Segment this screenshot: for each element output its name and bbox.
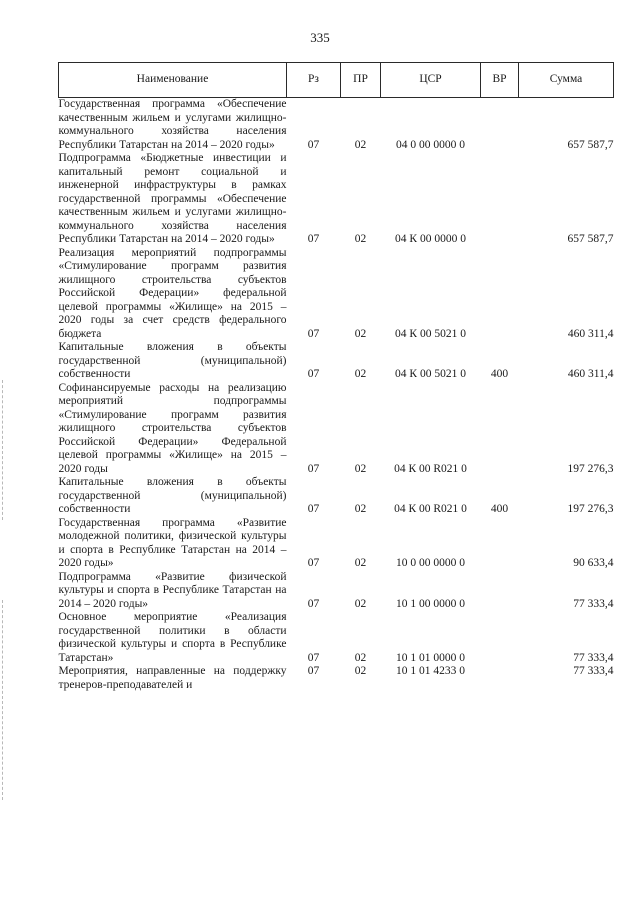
row-csr: 10 1 01 0000 0 [396,651,465,664]
row-csr: 04 К 00 5021 0 [395,368,466,380]
row-sum: 657 587,7 [567,138,614,151]
row-pr: 02 [354,651,367,664]
table-row [59,476,614,517]
row-rz: 07 [307,557,320,569]
row-sum: 77 333,4 [573,665,614,677]
scan-margin-line [2,600,3,800]
row-csr: 04 К 00 0000 0 [395,233,466,245]
table-header [59,63,614,98]
table-row [59,98,614,153]
row-vr [481,665,519,692]
row-vr [481,247,519,342]
row-vr: 400 [490,503,509,515]
row-sum: 460 311,4 [567,327,614,340]
row-name: Основное мероприятие «Реализация государственной политики в области физической культуры и спорта в Республике Татарстан» [58,611,287,664]
row-name: Капитальные вложения в объекты государственной (муниципальной) собственности [58,341,287,380]
row-name: Государственная программа «Обеспечение качественным жильем и услугами жилищно-коммунального хозяйства населения Республики Татарстан на 2014 – 2020 годы» [58,98,287,151]
table-row [59,611,614,665]
row-name: Реализация мероприятий подпрограммы «Стимулирование программ развития жилищного строительства субъектов Российской Федерации» федеральной целевой программы «Жилище» на 2015 – 2020 годы за счет средств федерального бюджета [58,246,287,340]
row-vr [481,152,519,247]
row-rz: 07 [307,597,320,610]
column-header-rz: Рз [287,63,341,98]
row-sum: 460 311,4 [567,368,614,380]
table-row [59,517,614,571]
row-vr [481,611,519,665]
column-header-pr: ПР [341,63,381,98]
row-rz: 07 [307,651,320,664]
table-row [59,665,614,692]
row-sum: 657 587,7 [567,233,614,245]
row-pr: 02 [354,233,367,245]
row-csr: 10 0 00 0000 0 [396,557,465,569]
row-pr: 02 [354,665,367,677]
row-csr: 04 0 00 0000 0 [396,138,465,151]
column-header-csr: ЦСР [381,63,481,98]
row-rz: 07 [307,138,320,151]
row-pr: 02 [354,597,367,610]
row-vr [481,98,519,153]
row-pr: 02 [354,327,367,340]
row-pr: 02 [354,138,367,151]
scan-margin-line [2,380,3,520]
row-name: Софинансируемые расходы на реализацию мероприятий подпрограммы «Стимулирование программ развития жилищного строительства субъектов Российской Федерации» Федеральной целевой программы «Жилище» на 2015 – 2020 годы [58,381,287,475]
table-body [59,98,614,693]
table-row [59,341,614,382]
row-sum: 77 333,4 [573,597,614,610]
row-sum: 77 333,4 [573,651,614,664]
column-header-vr: ВР [481,63,519,98]
page-number: 335 [310,30,330,45]
table-row [59,571,614,612]
row-name: Подпрограмма «Бюджетные инвестиции и капитальный ремонт социальной и инженерной инфраструктуры в рамках государственной программы «Обеспечение качественным жильем и услугами жилищно-коммунального хозяйства населения Республики Татарстан на 2014 – 2020 годы» [58,152,287,245]
table-row [59,382,614,477]
row-name: Подпрограмма «Развитие физической культуры и спорта в Республике Татарстан на 2014 – 2020 годы» [58,570,287,610]
row-csr: 04 К 00 R021 0 [394,503,467,515]
row-csr: 04 К 00 R021 0 [394,462,467,475]
budget-table [58,62,614,692]
row-name: Государственная программа «Развитие молодежной политики, физической культуры и спорта в Республике Татарстан на 2014 – 2020 годы» [58,516,287,569]
row-pr: 02 [354,557,367,569]
row-name: Капитальные вложения в объекты государственной (муниципальной) собственности [58,476,287,515]
row-vr [481,517,519,571]
row-rz: 07 [307,327,320,340]
row-sum: 90 633,4 [573,557,614,569]
row-vr [481,382,519,477]
row-pr: 02 [354,503,367,515]
row-csr: 04 К 00 5021 0 [395,327,466,340]
row-rz: 07 [307,368,320,380]
row-csr: 10 1 01 4233 0 [396,665,465,677]
row-sum: 197 276,3 [567,503,614,515]
row-csr: 10 1 00 0000 0 [396,597,465,610]
column-header-name: Наименование [59,63,287,98]
table-row [59,152,614,247]
row-rz: 07 [307,503,320,515]
row-rz: 07 [307,665,320,677]
row-sum: 197 276,3 [567,462,614,475]
row-vr [481,571,519,612]
row-vr: 400 [490,368,509,380]
row-rz: 07 [307,462,320,475]
row-name: Мероприятия, направленные на поддержку тренеров-преподавателей и [58,665,287,691]
row-pr: 02 [354,462,367,475]
row-pr: 02 [354,368,367,380]
table-row [59,247,614,342]
row-rz: 07 [307,233,320,245]
column-header-sum: Сумма [519,63,614,98]
